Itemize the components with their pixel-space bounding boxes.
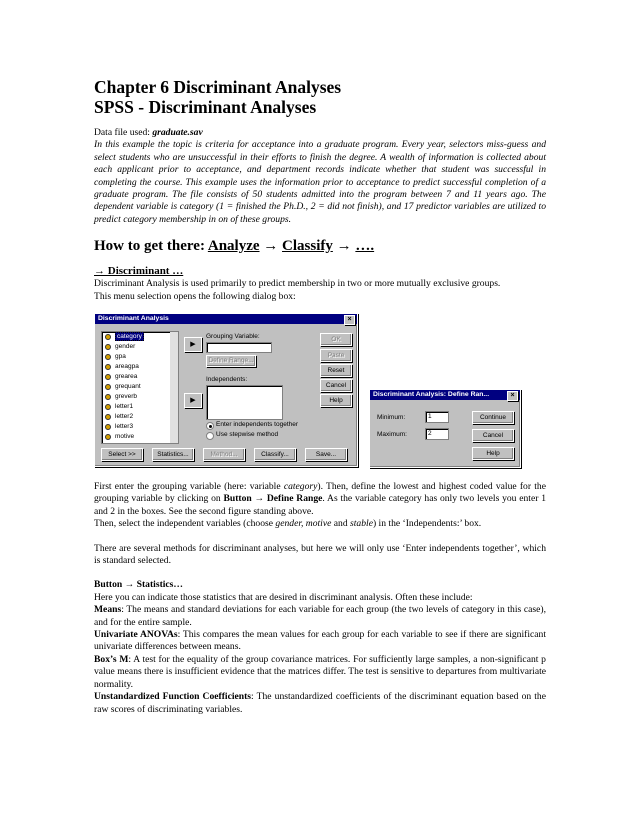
- chapter-title: Chapter 6 Discriminant Analyses: [94, 77, 342, 97]
- define-range-button[interactable]: Define Range...: [206, 355, 256, 367]
- variable-item[interactable]: [102, 332, 178, 342]
- method-button[interactable]: Method...: [203, 448, 245, 461]
- variable-name: letter1: [115, 403, 134, 410]
- help-button[interactable]: Help: [472, 447, 514, 460]
- anova-item: Univariate ANOVAs: This compares the mean values for each group for each variable to see if there are significant univariate differences between means.: [94, 629, 546, 653]
- reset-button[interactable]: Reset: [320, 364, 352, 377]
- variable-name: grearea: [115, 373, 138, 380]
- scale-variable-icon: [105, 414, 111, 420]
- minimum-field[interactable]: 1: [425, 411, 449, 423]
- means-item: Means: The means and standard deviations for each variable for each group (the two levels of category in this case), and for the entire sample.: [94, 604, 546, 628]
- discriminant-dialog: [94, 313, 358, 467]
- section-title: SPSS - Discriminant Analyses: [94, 97, 317, 117]
- scale-variable-icon: [105, 424, 111, 430]
- variable-item[interactable]: [102, 402, 178, 412]
- scale-variable-icon: [105, 404, 111, 410]
- close-icon[interactable]: ×: [344, 315, 355, 325]
- variable-name: motive: [115, 433, 135, 440]
- statistics-heading: Button → Statistics…: [94, 579, 184, 591]
- dialog-titlebar: Discriminant Analysis ×: [95, 314, 357, 324]
- variable-item[interactable]: [102, 382, 178, 392]
- scale-variable-icon: [105, 354, 111, 360]
- methods-paragraph: There are several methods for discriminant analyses, but here we will only use ‘Enter independents together’, which is standard selected.: [94, 542, 546, 567]
- discriminant-dialog-intro: This menu selection opens the following dialog box:: [94, 290, 296, 302]
- maximum-field[interactable]: 2: [425, 428, 449, 440]
- cancel-button[interactable]: Cancel: [320, 379, 352, 392]
- scale-variable-icon: [105, 364, 111, 370]
- variable-name: gpa: [115, 353, 126, 360]
- variable-item[interactable]: [102, 432, 178, 442]
- close-icon[interactable]: ×: [507, 391, 518, 401]
- boxm-item: Box’s M: A test for the equality of the group covariance matrices. For sufficiently large samples, a non-significant p value means there is insufficient evidence that the matrices differ. The test is sensitive to departures from multivariate normality.: [94, 653, 546, 690]
- select-button[interactable]: Select >>: [101, 448, 143, 461]
- independents-instructions: Then, select the independent variables (choose gender, motive and stable) in the ‘Independents:’ box.: [94, 518, 482, 530]
- continue-button[interactable]: Continue: [472, 411, 514, 424]
- discriminant-desc: Discriminant Analysis is used primarily to predict membership in two or more mutually exclusive groups.: [94, 278, 501, 290]
- grouping-instructions: First enter the grouping variable (here: variable category). Then, define the lowest and highest coded value for the grouping variable by clicking on Button → Define Range. As the variable category has only two levels you enter 1 and 2 in the boxes. See the second figure standing above.: [94, 481, 546, 517]
- variable-item[interactable]: [102, 372, 178, 382]
- variable-name: greverb: [115, 393, 138, 400]
- scale-variable-icon: [105, 434, 111, 440]
- discriminant-heading: → Discriminant …: [94, 265, 184, 278]
- datafile-line: Data file used: graduate.sav: [94, 127, 203, 138]
- radio-enter-together[interactable]: [206, 422, 214, 430]
- variable-name: category: [117, 333, 142, 340]
- datafile-name: graduate.sav: [152, 127, 203, 138]
- scale-variable-icon: [105, 344, 111, 350]
- howto-heading: How to get there: Analyze → Classify → ….: [94, 238, 375, 255]
- variable-item[interactable]: [102, 342, 178, 352]
- define-range-dialog: [369, 389, 521, 468]
- grouping-variable-label: Grouping Variable:: [206, 333, 260, 340]
- radio-stepwise[interactable]: [206, 432, 214, 440]
- independents-move-button[interactable]: ▶: [184, 393, 202, 408]
- define-range-titlebar: Discriminant Analysis: Define Ran... ×: [370, 390, 520, 400]
- grouping-move-button[interactable]: ▶: [184, 337, 202, 352]
- unstandardized-item: Unstandardized Function Coefficients: The unstandardized coefficients of the discriminant equation based on the raw scores of discriminating variables.: [94, 691, 546, 715]
- save-button[interactable]: Save...: [305, 448, 347, 461]
- scale-variable-icon: [105, 394, 111, 400]
- help-button[interactable]: Help: [320, 394, 352, 407]
- variable-item[interactable]: [102, 392, 178, 402]
- variable-list-scrollbar[interactable]: [170, 332, 178, 443]
- statistics-intro: Here you can indicate those statistics that are desired in discriminant analysis. Often these include:: [94, 591, 473, 603]
- intro-paragraph: In this example the topic is criteria for acceptance into a graduate program. Every year, selectors miss-guess and select students who are unsuccessful in their efforts to finish the degree. A wealth of information is collected about each applicant prior to acceptance, and department records indicate whether that student was successful in completing the course. This example uses the information prior to acceptance to predict successful completion of a graduate program. The file consists of 50 students admitted into the program between 7 and 11 years ago. The dependent variable is category (1 = finished the Ph.D., 2 = did not finish), and 17 predictor variables are utilized to predict category membership in on of these groups.: [94, 139, 546, 225]
- variable-list[interactable]: [101, 331, 179, 444]
- variable-name: letter3: [115, 423, 134, 430]
- cancel-button[interactable]: Cancel: [472, 429, 514, 442]
- document-body-lower: [94, 481, 546, 716]
- minimum-label: Minimum:: [377, 414, 406, 421]
- variable-item[interactable]: [102, 422, 178, 432]
- radio-stepwise-label: Use stepwise method: [216, 431, 279, 438]
- ok-button[interactable]: OK: [320, 333, 352, 346]
- document-page: [94, 77, 546, 303]
- statistics-button[interactable]: Statistics...: [152, 448, 194, 461]
- variable-name: areagpa: [115, 363, 139, 370]
- scale-variable-icon: [105, 384, 111, 390]
- variable-item[interactable]: [102, 412, 178, 422]
- classify-button[interactable]: Classify...: [254, 448, 296, 461]
- variable-item[interactable]: [102, 352, 178, 362]
- independents-label: Independents:: [206, 376, 248, 383]
- scale-variable-icon: [105, 374, 111, 380]
- maximum-label: Maximum:: [377, 431, 407, 438]
- independents-list[interactable]: [206, 385, 283, 420]
- variable-item[interactable]: [102, 362, 178, 372]
- radio-enter-together-label: Enter independents together: [216, 421, 299, 428]
- paste-button[interactable]: Paste: [320, 349, 352, 362]
- variable-name: letter2: [115, 413, 134, 420]
- grouping-variable-field[interactable]: [206, 342, 272, 353]
- variable-name: grequant: [115, 383, 141, 390]
- variable-name: gender: [115, 343, 136, 350]
- scale-variable-icon: [105, 334, 111, 340]
